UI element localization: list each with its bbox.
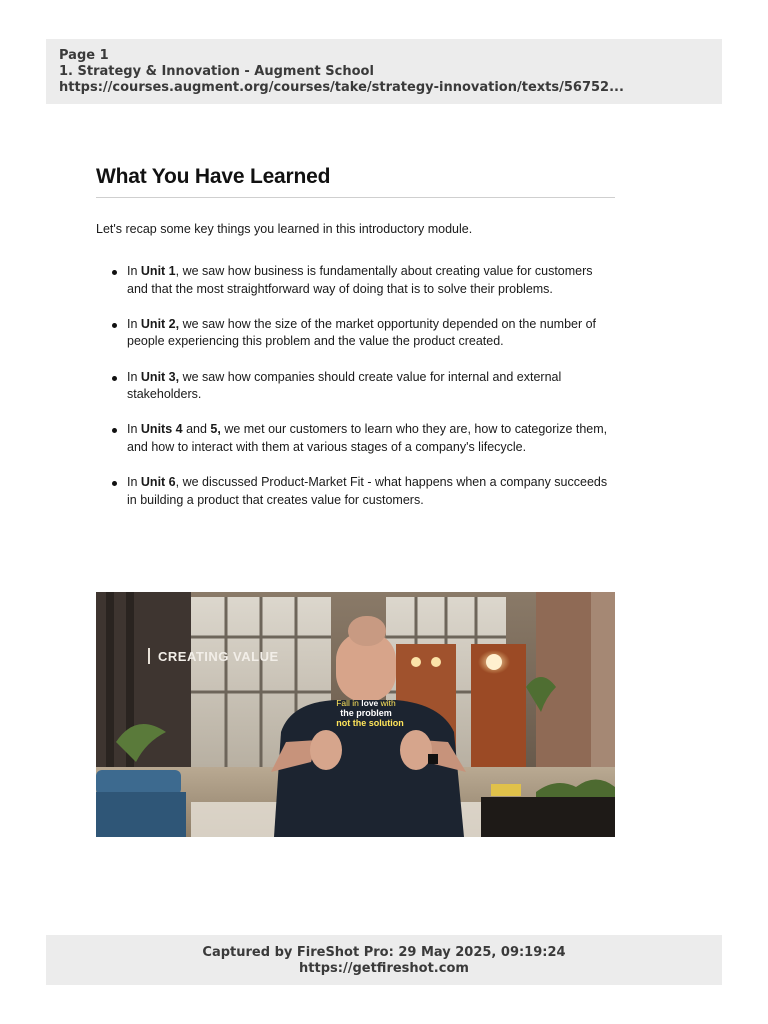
shirt-text-line-3: not the solution	[336, 718, 404, 728]
article-intro: Let's recap some key things you learned in this introductory module.	[96, 222, 473, 236]
video-overlay-title: CREATING VALUE	[158, 649, 279, 664]
capture-info: Captured by FireShot Pro: 29 May 2025, 09:19:24	[202, 945, 566, 960]
recap-item-unit-3: In Unit 3, we saw how companies should create value for internal and external stakeholders.	[96, 369, 616, 404]
fireshot-footer	[46, 935, 722, 985]
video-frame-illustration	[96, 592, 615, 837]
video-thumbnail[interactable]	[96, 592, 615, 837]
bullet-dot-icon	[112, 428, 117, 433]
article-title: What You Have Learned	[96, 165, 331, 188]
recap-item-unit-6: In Unit 6, we discussed Product-Market Fit - what happens when a company succeeds in building a product that creates value for customers.	[96, 474, 616, 509]
page-title: 1. Strategy & Innovation - Augment School	[59, 64, 374, 79]
bullet-dot-icon	[112, 270, 117, 275]
fireshot-header	[46, 39, 722, 104]
shirt-text-line-1: Fall in love with	[336, 698, 396, 708]
recap-item-unit-2: In Unit 2, we saw how the size of the market opportunity depended on the number of people experiencing this problem and the value the product created.	[96, 316, 616, 351]
article	[96, 163, 616, 527]
fireshot-link[interactable]: https://getfireshot.com	[299, 961, 469, 976]
recap-item-unit-1: In Unit 1, we saw how business is fundamentally about creating value for customers and that the most straightforward way of doing that is to solve their problems.	[96, 263, 616, 298]
shirt-text-line-2: the problem	[340, 708, 392, 718]
bullet-dot-icon	[112, 323, 117, 328]
bullet-dot-icon	[112, 481, 117, 486]
overlay-title-bar	[148, 648, 150, 664]
recap-item-units-4-5: In Units 4 and 5, we met our customers to learn who they are, how to categorize them, and how to interact with them at various stages of a company's lifecycle.	[96, 421, 616, 456]
title-divider	[96, 197, 615, 198]
page-number: Page 1	[59, 48, 109, 63]
bullet-dot-icon	[112, 376, 117, 381]
page-url: https://courses.augment.org/courses/take/strategy-innovation/texts/56752...	[59, 80, 624, 95]
recap-list	[96, 263, 616, 509]
